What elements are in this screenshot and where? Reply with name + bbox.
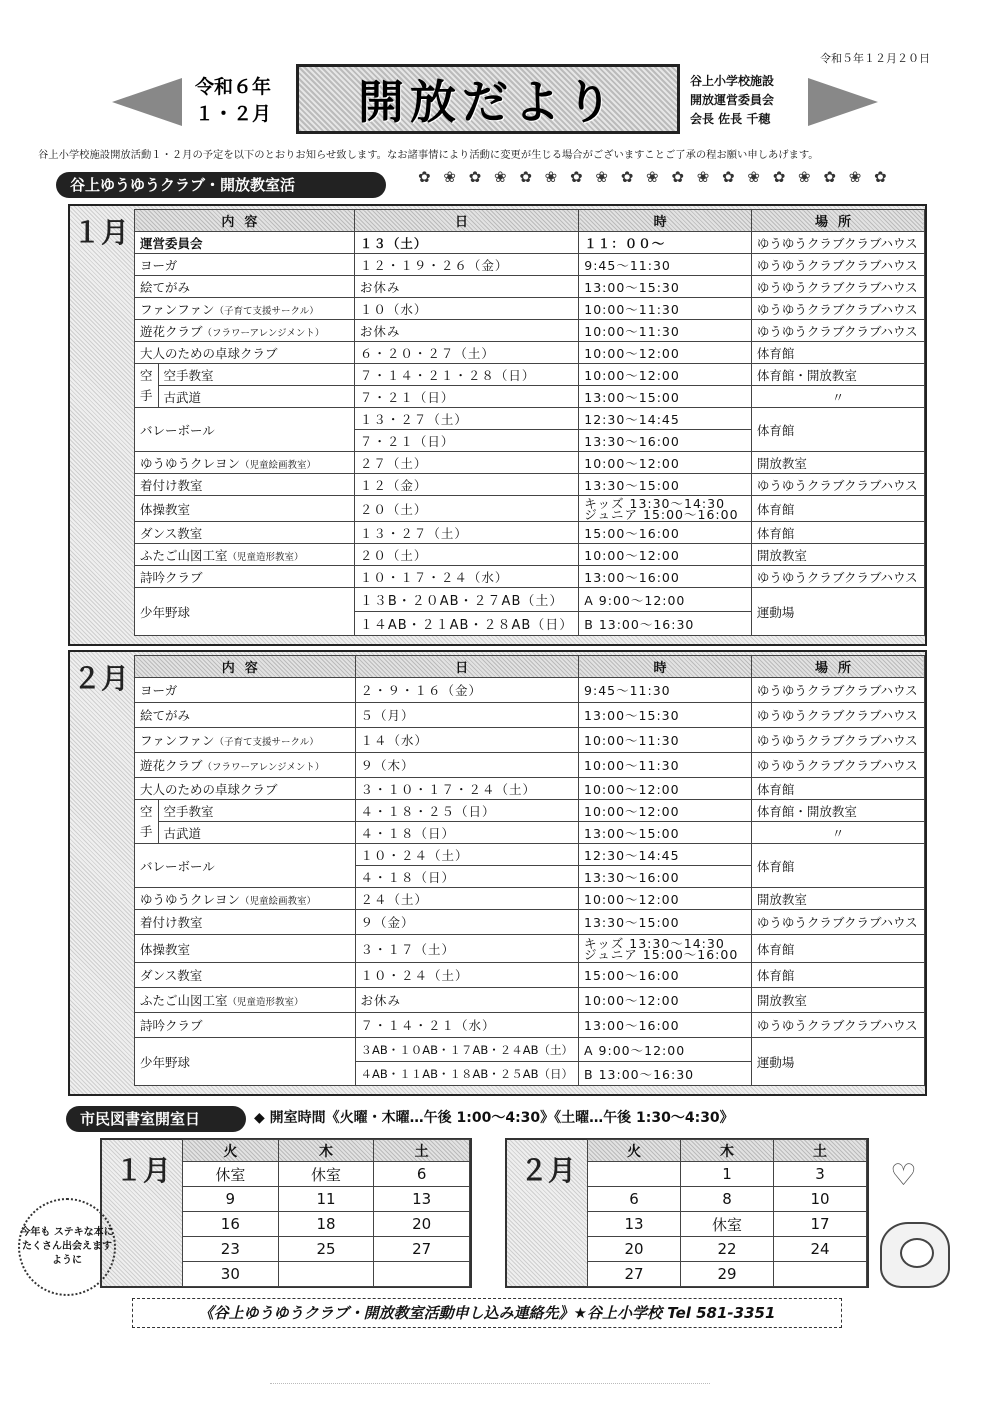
activity-date: １０（水）: [354, 298, 578, 320]
activity-time: キッズ 13:30〜14:30: [584, 935, 725, 951]
activity-time: 13:00〜15:00: [579, 386, 752, 408]
activity-name: 空手教室: [158, 800, 355, 822]
issuer-line: 谷上小学校施設: [690, 74, 775, 88]
schedule-table: [134, 209, 925, 636]
activity-name: 詩吟クラブ: [135, 1013, 356, 1038]
activity-date: １３B・２０AB・２７AB（土）: [354, 588, 578, 612]
activity-place: ゆうゆうクラブクラブハウス: [751, 910, 924, 935]
activity-time: 13:00〜15:30: [579, 276, 752, 298]
activity-place: 体育館・開放教室: [751, 800, 924, 822]
activity-date: １３・２７（土）: [354, 408, 578, 430]
activity-time: 13:00〜15:00: [579, 822, 752, 844]
table-row: [135, 778, 925, 800]
activity-place: ゆうゆうクラブクラブハウス: [751, 254, 924, 276]
table-row: [135, 496, 925, 522]
activity-name: 体操教室: [135, 496, 355, 522]
activity-name: 大人のための卓球クラブ: [135, 342, 355, 364]
col-header-date: 日: [355, 656, 579, 678]
activity-name: ヨーガ: [135, 678, 356, 703]
activity-note: （フラワーアレンジメント）: [202, 762, 325, 773]
col-header-time: 時: [579, 656, 752, 678]
issuer-line: 開放運営委員会: [690, 93, 775, 107]
col-header-place: 場所: [751, 656, 924, 678]
activity-name: 遊花クラブ: [140, 323, 203, 339]
activity-time: 15:00〜16:00: [579, 963, 752, 988]
library-january: [100, 1138, 472, 1288]
heart-icon: ♡: [890, 1158, 917, 1193]
activity-time: 10:00〜11:30: [579, 728, 752, 753]
period-label: [183, 74, 283, 132]
col-header-date: 日: [354, 210, 578, 232]
activity-place: 開放教室: [751, 888, 924, 910]
activity-place: ゆうゆうクラブクラブハウス: [751, 276, 924, 298]
library-february: [505, 1138, 869, 1288]
activity-time: 13:30〜15:00: [579, 910, 752, 935]
table-row: [588, 1262, 867, 1287]
activity-name: 大人のための卓球クラブ: [135, 778, 356, 800]
intro-text: 谷上小学校施設開放活動１・２月の予定を以下のとおりお知らせ致します。なお諸事情により活動に変更が生じる場合がございますことご了承の程お願い申しあげます。: [38, 149, 819, 161]
table-row: [183, 1262, 470, 1287]
activity-date: ３AB・１０AB・１７AB・２４AB（土）: [355, 1038, 579, 1062]
activity-time: 12:30〜14:45: [579, 408, 752, 430]
day-cell: 20: [374, 1212, 470, 1237]
table-row: [135, 544, 925, 566]
day-header: 火: [588, 1140, 681, 1162]
activity-time: 12:30〜14:45: [579, 844, 752, 866]
activity-name-cell: [135, 888, 356, 910]
day-cell: [588, 1162, 681, 1187]
table-row: [183, 1212, 470, 1237]
day-cell: 25: [278, 1237, 374, 1262]
day-header: 土: [374, 1140, 470, 1162]
activity-time: 15:00〜16:00: [579, 522, 752, 544]
activity-place: ゆうゆうクラブクラブハウス: [751, 678, 924, 703]
activity-name-cell: [135, 298, 355, 320]
table-row: [135, 1038, 925, 1062]
activity-time-cell: [579, 496, 752, 522]
activity-time: A 9:00〜12:00: [579, 588, 752, 612]
table-row: [135, 342, 925, 364]
girl-illustration-icon: [880, 1222, 950, 1288]
activity-time: 13:30〜16:00: [579, 866, 752, 888]
day-cell: 30: [183, 1262, 279, 1287]
table-row: [135, 298, 925, 320]
activity-place: 体育館: [751, 496, 924, 522]
col-header-time: 時: [579, 210, 752, 232]
table-row: [183, 1187, 470, 1212]
table-row: [135, 963, 925, 988]
table-row: [135, 910, 925, 935]
activity-time: 9:45〜11:30: [579, 254, 752, 276]
activity-name: 古武道: [158, 386, 354, 408]
activity-note: （子育て支援サークル）: [214, 305, 319, 317]
activity-note: （児童絵画教室）: [240, 459, 317, 471]
activity-date: ２・９・１６（金）: [355, 678, 579, 703]
activity-name: 絵てがみ: [135, 276, 355, 298]
activity-time-cell: [579, 935, 752, 963]
table-row: [135, 588, 925, 612]
contact-info: 《谷上ゆうゆうクラブ・開放教室活動申し込み連絡先》★谷上小学校 Tel 581-3351: [132, 1298, 842, 1328]
col-header-content: 内容: [135, 656, 356, 678]
day-cell: [374, 1262, 470, 1287]
table-row: [135, 386, 925, 408]
day-cell: [774, 1262, 867, 1287]
activity-place: 体育館: [751, 408, 924, 452]
schedule-table: [134, 655, 925, 1086]
table-row: [135, 728, 925, 753]
karate-label: 空手: [135, 800, 159, 844]
activity-date: ９（金）: [355, 910, 579, 935]
activity-name: ヨーガ: [135, 254, 355, 276]
period-year: 令和６年: [194, 76, 271, 98]
activity-note: （児童造形教室）: [227, 551, 304, 563]
table-row: [183, 1162, 470, 1187]
activity-date: ７・２１（日）: [354, 386, 578, 408]
activity-date: ９（木）: [355, 753, 579, 778]
table-row: [135, 988, 925, 1013]
activity-time: 10:00〜11:30: [579, 298, 752, 320]
activity-name: 古武道: [158, 822, 355, 844]
activity-time: 10:00〜12:00: [579, 452, 752, 474]
activity-time: A 9:00〜12:00: [579, 1038, 752, 1062]
activity-time: 13:00〜16:00: [579, 1013, 752, 1038]
table-row: [135, 320, 925, 342]
activity-time: 13:00〜16:00: [579, 566, 752, 588]
day-cell: 6: [374, 1162, 470, 1187]
day-cell: 20: [588, 1237, 681, 1262]
activity-place: 体育館: [751, 935, 924, 963]
activity-name: 少年野球: [135, 588, 355, 636]
col-header-place: 場所: [751, 210, 924, 232]
activity-name-cell: [135, 728, 356, 753]
table-row: [135, 888, 925, 910]
activity-time: 10:00〜12:00: [579, 342, 752, 364]
activity-date: １３（土）: [354, 232, 578, 254]
table-row: [135, 566, 925, 588]
day-cell: 9: [183, 1187, 279, 1212]
month-label: ２月: [519, 1154, 576, 1187]
activity-time: 13:30〜16:00: [579, 430, 752, 452]
bubble-text: 今年も ステキな本に たくさん出会えますように: [20, 1227, 114, 1266]
activity-note: （フラワーアレンジメント）: [202, 327, 325, 339]
day-cell: 10: [774, 1187, 867, 1212]
activity-date: ２０（土）: [354, 496, 578, 522]
activity-place: 〃: [751, 822, 924, 844]
activity-time: B 13:00〜16:30: [579, 612, 752, 636]
table-row: [135, 800, 925, 822]
activity-place: ゆうゆうクラブクラブハウス: [751, 320, 924, 342]
activity-time: １１：００〜: [579, 232, 752, 254]
activity-date: ７・１４・２１・２８（日）: [354, 364, 578, 386]
activity-date: １４AB・２１AB・２８AB（日）: [354, 612, 578, 636]
activity-place: 体育館: [751, 844, 924, 888]
activity-name: ゆうゆうクレヨン: [140, 891, 241, 907]
table-row: [588, 1237, 867, 1262]
activity-name: ダンス教室: [135, 522, 355, 544]
day-cell: 16: [183, 1212, 279, 1237]
day-cell: 17: [774, 1212, 867, 1237]
day-cell: 6: [588, 1187, 681, 1212]
activity-time: 10:00〜12:00: [579, 800, 752, 822]
activity-date: ２０（土）: [354, 544, 578, 566]
activity-name: 詩吟クラブ: [135, 566, 355, 588]
activity-note: （児童絵画教室）: [240, 895, 317, 907]
activity-time: 10:00〜12:00: [579, 364, 752, 386]
activity-name: 運営委員会: [135, 232, 355, 254]
activity-date: １３・２７（土）: [354, 522, 578, 544]
day-cell: 13: [374, 1187, 470, 1212]
day-header: 土: [774, 1140, 867, 1162]
period-months: １・２月: [194, 103, 271, 125]
day-cell: 18: [278, 1212, 374, 1237]
activity-date: ７・１４・２１（水）: [355, 1013, 579, 1038]
table-row: [135, 254, 925, 276]
table-row: [135, 703, 925, 728]
activity-date: ２７（土）: [354, 452, 578, 474]
activity-date: １０・２４（土）: [355, 844, 579, 866]
activity-name-cell: [135, 753, 356, 778]
section-title: 谷上ゆうゆうクラブ・開放教室活: [56, 172, 386, 198]
activity-place: ゆうゆうクラブクラブハウス: [751, 474, 924, 496]
activity-place: ゆうゆうクラブクラブハウス: [751, 298, 924, 320]
day-cell: 8: [681, 1187, 774, 1212]
day-cell: 27: [374, 1237, 470, 1262]
activity-place: 運動場: [751, 1038, 924, 1086]
issuer-line: 会長 佐長 千穂: [690, 112, 771, 126]
activity-place: 体育館・開放教室: [751, 364, 924, 386]
activity-place: 体育館: [751, 342, 924, 364]
activity-time: B 13:00〜16:30: [579, 1062, 752, 1086]
day-cell: 1: [681, 1162, 774, 1187]
activity-place: 開放教室: [751, 988, 924, 1013]
ribbon-tail-left: [112, 78, 182, 126]
activity-name: 着付け教室: [135, 474, 355, 496]
table-row: [135, 408, 925, 430]
activity-name: 着付け教室: [135, 910, 356, 935]
activity-place: 体育館: [751, 963, 924, 988]
table-row: [588, 1162, 867, 1187]
activity-time: 10:00〜12:00: [579, 544, 752, 566]
library-calendar: [182, 1139, 470, 1287]
activity-place: ゆうゆうクラブクラブハウス: [751, 566, 924, 588]
table-row: [588, 1187, 867, 1212]
activity-name: ふたご山図工室: [140, 993, 228, 1008]
activity-place: 体育館: [751, 778, 924, 800]
activity-date: ２４（土）: [355, 888, 579, 910]
day-cell: 休室: [681, 1212, 774, 1237]
table-row: [135, 935, 925, 963]
day-cell: 3: [774, 1162, 867, 1187]
activity-date: １０・１７・２４（水）: [354, 566, 578, 588]
activity-name: ファンファン: [140, 301, 215, 317]
day-cell: 29: [681, 1262, 774, 1287]
activity-date: １２・１９・２６（金）: [354, 254, 578, 276]
table-row: [135, 522, 925, 544]
table-row: [135, 452, 925, 474]
activity-name: ファンファン: [140, 733, 215, 748]
activity-date: １４（水）: [355, 728, 579, 753]
activity-time: 10:00〜11:30: [579, 320, 752, 342]
decorative-line: [270, 1362, 710, 1384]
activity-place: ゆうゆうクラブクラブハウス: [751, 753, 924, 778]
day-cell: 休室: [183, 1162, 279, 1187]
activity-date: ３・１７（土）: [355, 935, 579, 963]
activity-name: バレーボール: [135, 844, 356, 888]
library-hours: ◆ 開室時間《火曜・木曜…午後 1:00〜4:30》《土曜…午後 1:30〜4:30》: [254, 1110, 734, 1126]
library-calendar: [587, 1139, 867, 1287]
activity-place: 体育館: [751, 522, 924, 544]
activity-name: 体操教室: [135, 935, 356, 963]
day-cell: 23: [183, 1237, 279, 1262]
activity-time: キッズ 13:30〜14:30: [584, 495, 726, 511]
day-cell: 休室: [278, 1162, 374, 1187]
activity-name: ふたご山図工室: [140, 547, 228, 563]
day-header: 火: [183, 1140, 279, 1162]
activity-name-cell: [135, 544, 355, 566]
day-cell: 22: [681, 1237, 774, 1262]
activity-time: 10:00〜12:00: [579, 888, 752, 910]
activity-date: ６・２０・２７（土）: [354, 342, 578, 364]
activity-name: 空手教室: [158, 364, 354, 386]
activity-name: バレーボール: [135, 408, 355, 452]
activity-date: お休み: [354, 320, 578, 342]
february-schedule: [68, 650, 927, 1096]
table-row: [135, 1013, 925, 1038]
day-cell: 27: [588, 1262, 681, 1287]
table-row: [135, 753, 925, 778]
activity-date: １２（金）: [354, 474, 578, 496]
message-bubble: [18, 1198, 116, 1296]
activity-place: 〃: [751, 386, 924, 408]
activity-date: ４・１８（日）: [355, 822, 579, 844]
library-title: 市民図書室開室日: [66, 1106, 246, 1132]
activity-place: ゆうゆうクラブクラブハウス: [751, 728, 924, 753]
activity-date: ４AB・１１AB・１８AB・２５AB（日）: [355, 1062, 579, 1086]
activity-date: ５（月）: [355, 703, 579, 728]
day-header: 木: [681, 1140, 774, 1162]
activity-name: 遊花クラブ: [140, 758, 203, 773]
january-schedule: [68, 204, 927, 646]
day-cell: [278, 1262, 374, 1287]
activity-date: ３・１０・１７・２４（土）: [355, 778, 579, 800]
table-row: [588, 1212, 867, 1237]
activity-time: 13:30〜15:00: [579, 474, 752, 496]
activity-place: ゆうゆうクラブクラブハウス: [751, 232, 924, 254]
activity-date: ７・２１（日）: [354, 430, 578, 452]
activity-name-cell: [135, 452, 355, 474]
table-row: [135, 232, 925, 254]
month-label: １月: [114, 1154, 171, 1187]
activity-place: 運動場: [751, 588, 924, 636]
month-label: ２月: [72, 662, 129, 695]
day-cell: 24: [774, 1237, 867, 1262]
activity-time: 9:45〜11:30: [579, 678, 752, 703]
table-row: [135, 822, 925, 844]
ribbon-tail-right: [808, 78, 878, 126]
activity-time: ジュニア 15:00〜16:00: [584, 946, 739, 962]
day-header: 木: [278, 1140, 374, 1162]
issue-date: 令和５年１２月２０日: [820, 52, 930, 65]
activity-date: ４・１８（日）: [355, 866, 579, 888]
activity-place: ゆうゆうクラブクラブハウス: [751, 1013, 924, 1038]
activity-place: 開放教室: [751, 544, 924, 566]
activity-time: 10:00〜12:00: [579, 778, 752, 800]
activity-name: 少年野球: [135, 1038, 356, 1086]
table-row: [183, 1237, 470, 1262]
activity-time: 10:00〜11:30: [579, 753, 752, 778]
activity-note: （児童造形教室）: [227, 997, 304, 1008]
table-row: [135, 844, 925, 866]
activity-date: お休み: [354, 276, 578, 298]
month-label: １月: [72, 216, 129, 249]
table-row: [135, 364, 925, 386]
activity-name-cell: [135, 988, 356, 1013]
table-row: [135, 276, 925, 298]
activity-time: 13:00〜15:30: [579, 703, 752, 728]
activity-place: 開放教室: [751, 452, 924, 474]
day-cell: 11: [278, 1187, 374, 1212]
activity-name: ゆうゆうクレヨン: [140, 455, 241, 471]
activity-name: ダンス教室: [135, 963, 356, 988]
page-title: 開放だより: [358, 75, 618, 129]
activity-time: ジュニア 15:00〜16:00: [584, 506, 739, 522]
activity-name: 絵てがみ: [135, 703, 356, 728]
activity-date: １０・２４（土）: [355, 963, 579, 988]
flower-decoration-icon: ✿ ❀ ✿ ❀ ✿ ❀ ✿ ❀ ✿ ❀ ✿ ❀ ✿ ❀ ✿ ❀ ✿ ❀ ✿: [418, 168, 891, 186]
activity-time: 10:00〜12:00: [579, 988, 752, 1013]
activity-date: お休み: [355, 988, 579, 1013]
activity-name-cell: [135, 320, 355, 342]
activity-place: ゆうゆうクラブクラブハウス: [751, 703, 924, 728]
title-banner: [296, 64, 680, 134]
issuer: [690, 72, 815, 129]
table-row: [135, 678, 925, 703]
col-header-content: 内容: [135, 210, 355, 232]
activity-note: （子育て支援サークル）: [214, 737, 319, 748]
karate-label: 空手: [135, 364, 159, 408]
table-row: [135, 474, 925, 496]
activity-date: ４・１８・２５（日）: [355, 800, 579, 822]
day-cell: 13: [588, 1212, 681, 1237]
